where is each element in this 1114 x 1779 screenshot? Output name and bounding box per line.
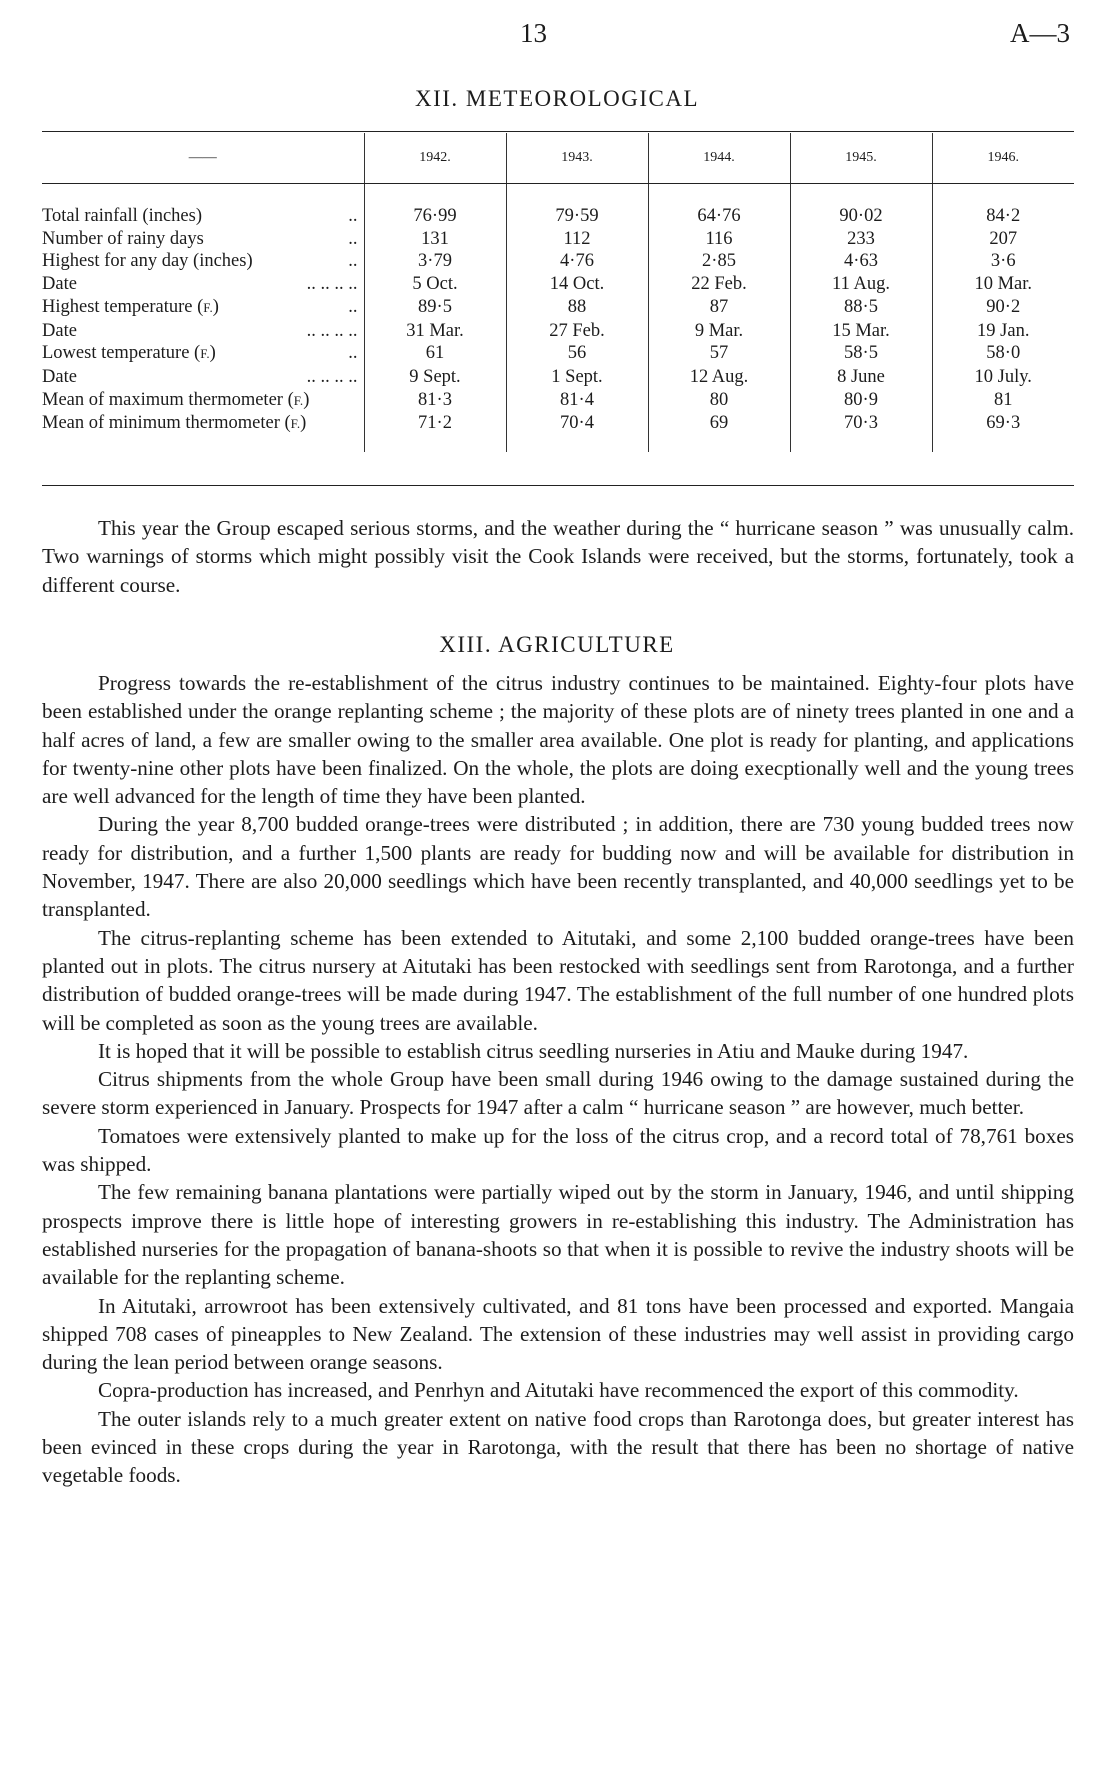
table-row — [42, 250, 1074, 273]
value-cell: 70·4 — [506, 412, 648, 452]
row-label-text: Mean of maximum thermometer (F.) — [42, 389, 310, 410]
header-divider-rule — [42, 183, 1074, 184]
row-label-text: Number of rainy days — [42, 228, 204, 249]
leader-dots: .. .. .. .. — [306, 366, 358, 387]
value-cell: 84·2 — [932, 205, 1074, 228]
leader-dots: .. .. .. .. — [306, 320, 358, 341]
weather-note — [42, 514, 1074, 599]
row-label-text: Highest temperature (F.) — [42, 296, 219, 317]
value-cell: 116 — [648, 228, 790, 251]
row-label-text: Date — [42, 320, 77, 341]
table-row — [42, 273, 1074, 296]
value-cell: 58·5 — [790, 342, 932, 366]
value-cell: 80 — [648, 389, 790, 413]
paragraph: Tomatoes were extensively planted to make up for the loss of the citrus crop, and a record total of 78,761 boxes was shipped. — [42, 1123, 1074, 1177]
value-cell: 31 Mar. — [364, 320, 506, 343]
paragraph: The outer islands rely to a much greater extent on native food crops than Rarotonga does, but greater interest has been evinced in these crops during the year in Rarotonga, with the result that there has been no shortage of native vegetable foods. — [42, 1406, 1074, 1488]
row-label — [42, 389, 364, 413]
value-cell: 79·59 — [506, 205, 648, 228]
value-cell: 90·2 — [932, 296, 1074, 320]
row-label-text: Date — [42, 274, 77, 295]
table-body — [42, 183, 1074, 452]
value-cell: 12 Aug. — [648, 366, 790, 389]
table-header-row — [42, 133, 1074, 183]
value-cell: 5 Oct. — [364, 273, 506, 296]
meteorological-heading: XII. METEOROLOGICAL — [414, 86, 699, 111]
page-header — [0, 18, 1114, 58]
document-reference: A—3 — [1010, 18, 1070, 48]
value-cell: 14 Oct. — [506, 273, 648, 296]
table-bottom-rule — [42, 485, 1074, 486]
value-cell: 3·6 — [932, 250, 1074, 273]
value-cell: 4·76 — [506, 250, 648, 273]
leader-dots: .. .. .. .. — [306, 274, 358, 295]
paragraph: It is hoped that it will be possible to establish citrus seedling nurseries in Atiu and Mauke during 1947. — [98, 1038, 969, 1063]
value-cell: 57 — [648, 342, 790, 366]
table-row — [42, 296, 1074, 320]
value-cell: 19 Jan. — [932, 320, 1074, 343]
leader-dots: .. — [348, 228, 358, 249]
paragraph: Copra-production has increased, and Penrhyn and Aitutaki have recommenced the export of this commodity. — [98, 1378, 1019, 1403]
value-cell: 3·79 — [364, 250, 506, 273]
row-label — [42, 205, 364, 228]
value-cell: 233 — [790, 228, 932, 251]
paragraph: The few remaining banana plantations were partially wiped out by the storm in January, 1946, and until shipping prospects improve there is little hope of interesting growers in re-establishing this industry. The Administration has established nurseries for the propagation of banana-shoots so that when it is possible to revive the industry shoots will be available for the replanting scheme. — [42, 1180, 1074, 1290]
value-cell: 89·5 — [364, 296, 506, 320]
row-label-text: Total rainfall (inches) — [42, 206, 202, 226]
value-cell: 81·4 — [506, 389, 648, 413]
corner-cell: —— — [188, 150, 217, 165]
value-cell: 56 — [506, 342, 648, 366]
year-header: 1943. — [506, 133, 648, 183]
leader-dots: .. — [348, 206, 358, 226]
value-cell: 22 Feb. — [648, 273, 790, 296]
agriculture-heading: XIII. AGRICULTURE — [439, 632, 675, 657]
paragraph: Citrus shipments from the whole Group have been small during 1946 owing to the damage sustained during the severe storm experienced in January. Prospects for 1947 after a calm “ hurricane season ” are however, much better. — [42, 1067, 1074, 1120]
value-cell: 1 Sept. — [506, 366, 648, 389]
value-cell: 10 July. — [932, 366, 1074, 389]
row-label — [42, 228, 364, 251]
value-cell: 88·5 — [790, 296, 932, 320]
year-header: 1944. — [648, 133, 790, 183]
leader-dots: .. — [348, 251, 358, 272]
table-row — [42, 389, 1074, 413]
value-cell: 61 — [364, 342, 506, 366]
row-label-text: Lowest temperature (F.) — [42, 343, 216, 364]
value-cell: 80·9 — [790, 389, 932, 413]
value-cell: 64·76 — [648, 205, 790, 228]
table-row — [42, 205, 1074, 228]
value-cell: 11 Aug. — [790, 273, 932, 296]
table-row — [42, 320, 1074, 343]
value-cell: 90·02 — [790, 205, 932, 228]
table-top-rule — [42, 131, 1074, 132]
value-cell: 69 — [648, 412, 790, 452]
row-label — [42, 320, 364, 343]
table-row — [42, 228, 1074, 251]
value-cell: 71·2 — [364, 412, 506, 452]
paragraph: During the year 8,700 budded orange-trees were distributed ; in addition, there are 730 young budded trees now ready for distribution, and a further 1,500 plants are ready for budding now and will be available for distribution in November, 1947. There are also 20,000 seedlings which have been recently transplanted, and 40,000 seedlings yet to be transplanted. — [42, 812, 1074, 922]
agriculture-text — [42, 669, 1074, 1490]
paragraph: Progress towards the re-establishment of the citrus industry continues to be maintained. Eighty-four plots have been established under the orange replanting scheme ; the majority of these plots are of ninety trees planted in one and a half acres of land, a few are smaller owing to the smaller area available. One plot is ready for planting, and applications for twenty-nine other plots have been finalized. On the whole, the plots are doing execptionally well and the young trees are well advanced for the length of time they have been planted. — [42, 671, 1074, 809]
table-row — [42, 412, 1074, 452]
row-label — [42, 273, 364, 296]
value-cell: 81 — [932, 389, 1074, 413]
table-row — [42, 342, 1074, 366]
value-cell: 2·85 — [648, 250, 790, 273]
value-cell: 8 June — [790, 366, 932, 389]
paragraph: The citrus-replanting scheme has been extended to Aitutaki, and some 2,100 budded orange-trees have been planted out in plots. The citrus nursery at Aitutaki has been restocked with seedlings sent from Rarotonga, and a further distribution of budded orange-trees will be made during 1947. The establishment of the full number of one hundred plots will be completed as soon as the young trees are available. — [42, 925, 1074, 1035]
value-cell: 87 — [648, 296, 790, 320]
value-cell: 15 Mar. — [790, 320, 932, 343]
year-header: 1942. — [364, 133, 506, 183]
value-cell: 4·63 — [790, 250, 932, 273]
row-label-text: Date — [42, 366, 77, 387]
meteorological-table — [42, 133, 1074, 452]
value-cell: 10 Mar. — [932, 273, 1074, 296]
value-cell: 9 Mar. — [648, 320, 790, 343]
row-label — [42, 296, 364, 320]
value-cell: 131 — [364, 228, 506, 251]
row-label-text: Highest for any day (inches) — [42, 251, 253, 272]
value-cell: 27 Feb. — [506, 320, 648, 343]
value-cell: 112 — [506, 228, 648, 251]
value-cell: 207 — [932, 228, 1074, 251]
leader-dots: .. — [348, 296, 358, 317]
year-header: 1946. — [932, 133, 1074, 183]
value-cell: 81·3 — [364, 389, 506, 413]
value-cell: 76·99 — [364, 205, 506, 228]
value-cell: 9 Sept. — [364, 366, 506, 389]
table-row — [42, 366, 1074, 389]
value-cell: 58·0 — [932, 342, 1074, 366]
value-cell: 88 — [506, 296, 648, 320]
row-label — [42, 412, 364, 452]
row-label — [42, 250, 364, 273]
row-label — [42, 366, 364, 389]
paragraph: In Aitutaki, arrowroot has been extensively cultivated, and 81 tons have been processed and exported. Mangaia shipped 708 cases of pineapples to New Zealand. The extension of these industries may well assist in providing cargo during the lean period between orange seasons. — [42, 1293, 1074, 1375]
page-number: 13 — [520, 18, 547, 48]
value-cell: 69·3 — [932, 412, 1074, 452]
leader-dots: .. — [348, 343, 358, 364]
row-label-text: Mean of minimum thermometer (F.) — [42, 413, 307, 434]
row-label — [42, 342, 364, 366]
paragraph: This year the Group escaped serious storms, and the weather during the “ hurricane season ” was unusually calm. Two warnings of storms which might possibly visit the Cook Islands were received, but the storms, fortunately, took a different course. — [42, 516, 1074, 597]
year-header: 1945. — [790, 133, 932, 183]
value-cell: 70·3 — [790, 412, 932, 452]
